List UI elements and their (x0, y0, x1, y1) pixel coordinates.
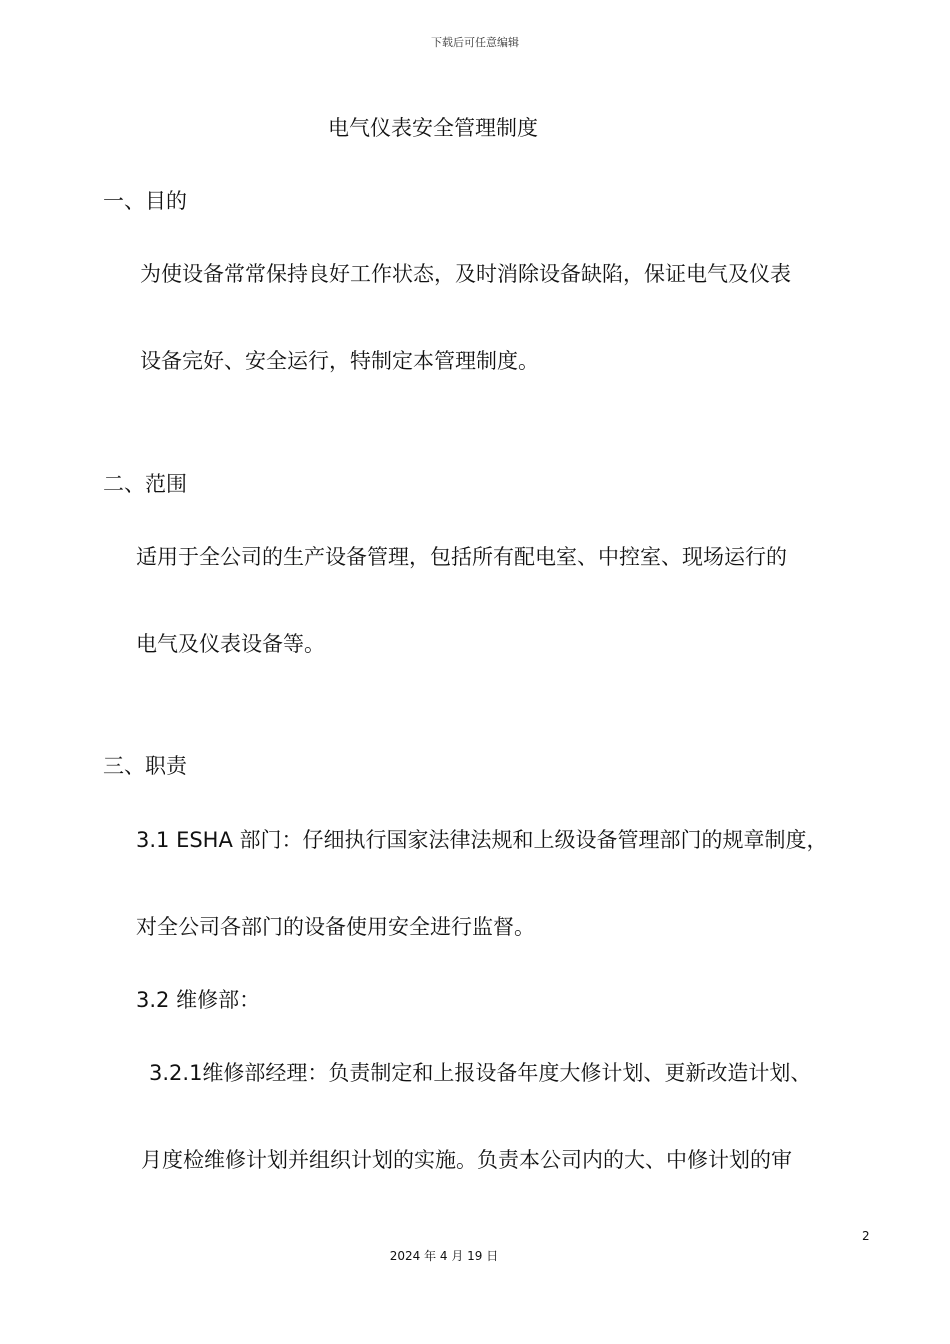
paragraph-line: 对全公司各部门的设备使用安全进行监督。 (136, 915, 535, 939)
paragraph-line: 设备完好、安全运行，特制定本管理制度。 (140, 349, 539, 373)
paragraph-line: 3.1 ESHA 部门：仔细执行国家法律法规和上级设备管理部门的规章制度， (136, 828, 828, 852)
footer-date: 2024 年 4 月 19 日 (389, 1249, 499, 1263)
page-header: 下载后可任意编辑 (431, 36, 519, 49)
page-number: 2 (862, 1229, 870, 1243)
paragraph-line: 适用于全公司的生产设备管理，包括所有配电室、中控室、现场运行的 (136, 545, 787, 569)
section-heading-scope: 二、范围 (103, 472, 187, 496)
section-heading-duties: 三、职责 (103, 754, 187, 778)
paragraph-line: 月度检维修计划并组织计划的实施。负责本公司内的大、中修计划的审 (141, 1148, 792, 1172)
section-heading-purpose: 一、目的 (103, 189, 187, 213)
paragraph-line: 电气及仪表设备等。 (136, 632, 325, 656)
document-title: 电气仪表安全管理制度 (328, 116, 538, 140)
paragraph-line: 为使设备常常保持良好工作状态，及时消除设备缺陷，保证电气及仪表 (140, 262, 791, 286)
paragraph-line: 3.2.1维修部经理：负责制定和上报设备年度大修计划、更新改造计划、 (149, 1061, 812, 1085)
paragraph-line: 3.2 维修部： (136, 988, 261, 1012)
